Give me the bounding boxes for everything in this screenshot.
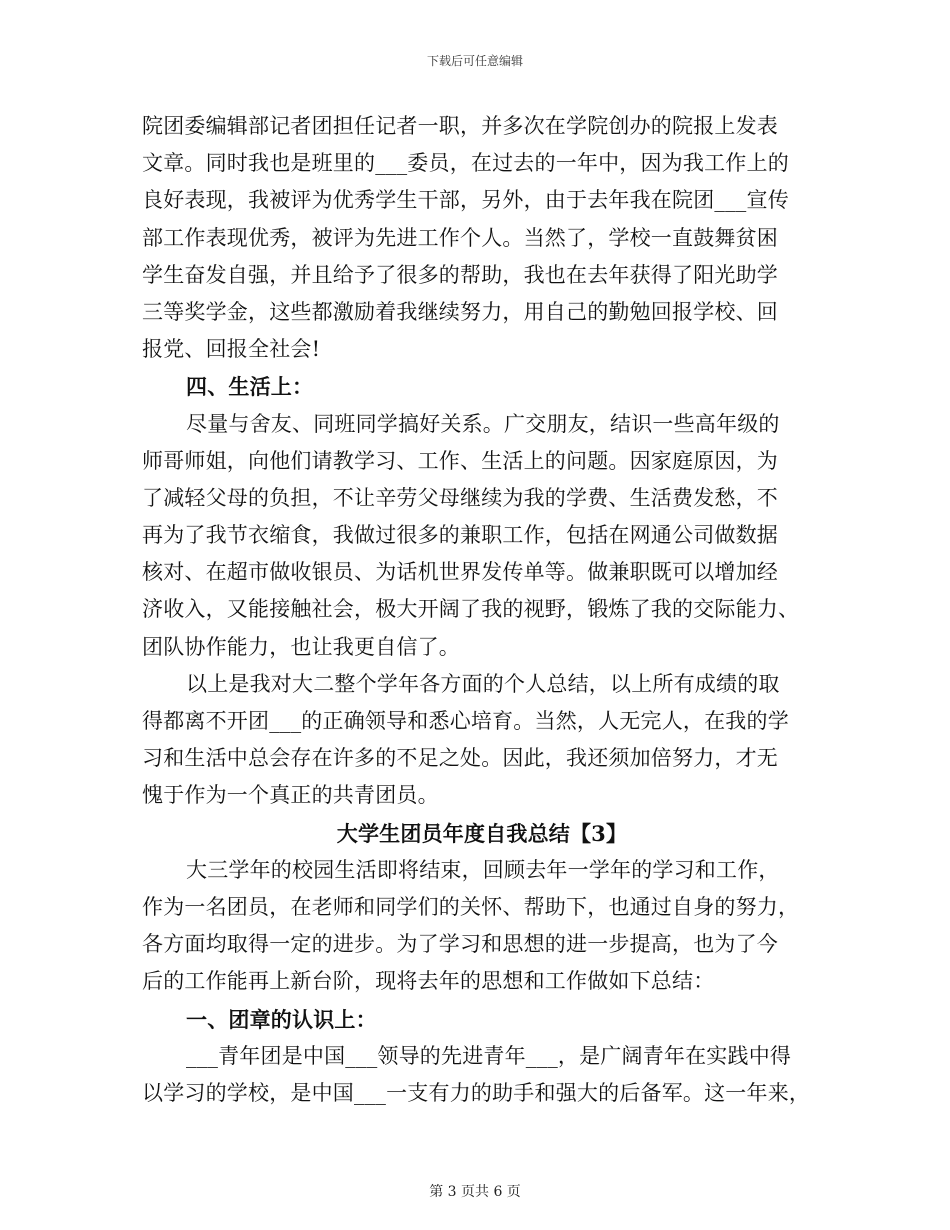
- text-line: 文章。同时我也是班里的___委员，在过去的一年中，因为我工作上的: [142, 151, 789, 176]
- text-line: 团队协作能力，也让我更自信了。: [142, 634, 460, 659]
- text-line: 学生奋发自强，并且给予了很多的帮助，我也在去年获得了阳光助学: [142, 262, 778, 287]
- text-line: 作为一名团员，在老师和同学们的关怀、帮助下，也通过自身的努力，: [142, 894, 800, 919]
- text-line: 核对、在超市做收银员、为话机世界发传单等。做兼职既可以增加经: [142, 560, 778, 585]
- text-line: 良好表现，我被评为优秀学生干部，另外，由于去年我在院团___宣传: [142, 188, 789, 213]
- document-body: [142, 108, 822, 1112]
- text-line: 后的工作能再上新台阶，现将去年的思想和工作做如下总结：: [142, 969, 715, 994]
- text-line: 了减轻父母的负担，不让辛劳父母继续为我的学费、生活费发愁，不: [142, 485, 778, 510]
- text-line: 愧于作为一个真正的共青团员。: [142, 783, 439, 808]
- text-line: 各方面均取得一定的进步。为了学习和思想的进一步提高，也为了今: [142, 932, 778, 957]
- text-line: 三等奖学金，这些都激励着我继续努力，用自己的勤勉回报学校、回: [142, 299, 778, 324]
- text-line: 尽量与舍友、同班同学搞好关系。广交朋友，结识一些高年级的: [186, 411, 780, 436]
- subheading: 四、生活上：: [186, 374, 314, 400]
- text-line: 以学习的学校，是中国___一支有力的助手和强大的后备军。这一年来，: [142, 1080, 811, 1105]
- text-line: 部工作表现优秀，被评为先进工作个人。当然了，学校一直鼓舞贫困: [142, 225, 778, 250]
- text-line: 以上是我对大二整个学年各方面的个人总结，以上所有成绩的取: [186, 671, 780, 696]
- page-header: 下载后可任意编辑: [426, 54, 523, 68]
- text-line: 院团委编辑部记者团担任记者一职，并多次在学院创办的院报上发表: [142, 114, 778, 138]
- text-line: 大三学年的校园生活即将结束，回顾去年一学年的学习和工作，: [186, 857, 780, 882]
- text-line: 报党、回报全社会!: [142, 337, 321, 362]
- subheading: 一、团章的认识上：: [186, 1006, 377, 1032]
- section-title: 大学生团员年度自我总结【3】: [336, 820, 628, 846]
- page-footer: 第 3 页共 6 页: [429, 1184, 521, 1200]
- text-line: 再为了我节衣缩食，我做过很多的兼职工作，包括在网通公司做数据: [142, 523, 778, 548]
- text-line: 习和生活中总会存在许多的不足之处。因此，我还须加倍努力，才无: [142, 746, 778, 771]
- text-line: 济收入，又能接触社会，极大开阔了我的视野，锻炼了我的交际能力、: [142, 597, 800, 622]
- text-line: ___青年团是中国___领导的先进青年___，是广阔青年在实践中得: [186, 1043, 792, 1068]
- text-line: 师哥师姐，向他们请教学习、工作、生活上的问题。因家庭原因，为: [142, 448, 778, 473]
- text-line: 得都离不开团___的正确领导和悉心培育。当然，人无完人，在我的学: [142, 709, 789, 733]
